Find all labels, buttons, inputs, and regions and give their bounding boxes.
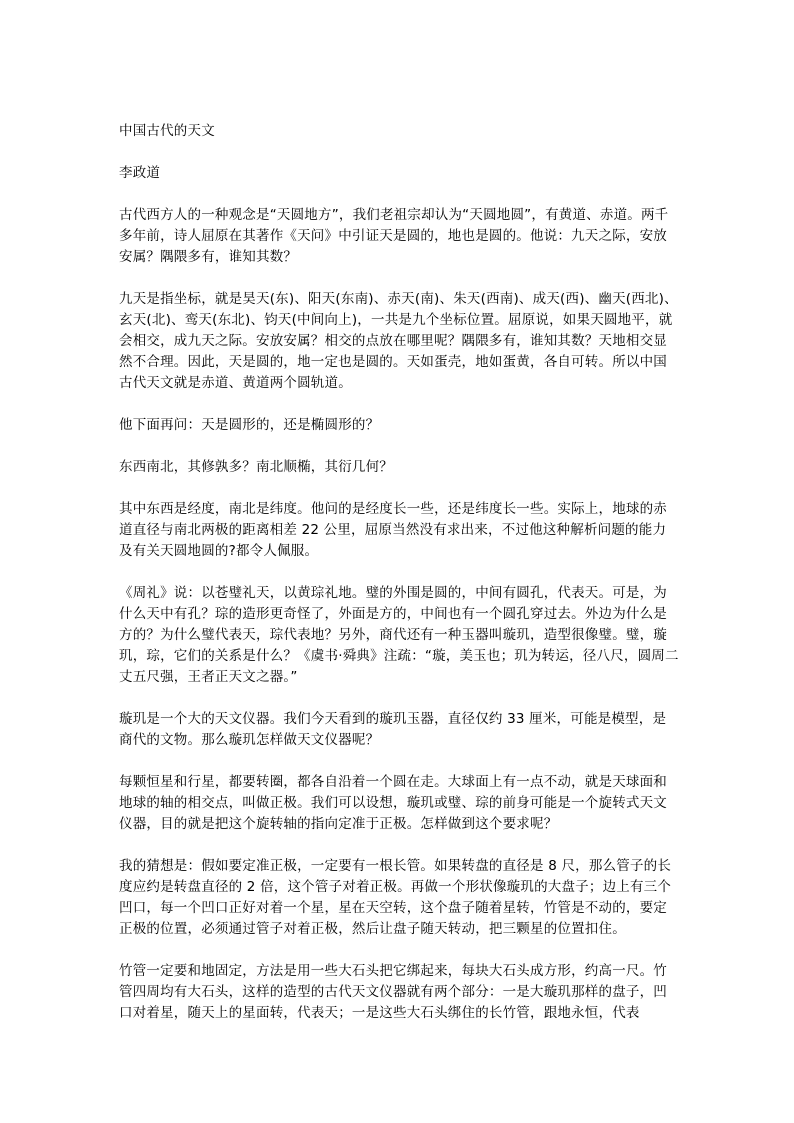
paragraph: 每颗恒星和行星，都要转圈，都各自沿着一个圆在走。大球面上有一点不动，就是天球面和地球的轴的相交点，叫做正极。我们可以设想，璇玑或璧、琮的前身可能是一个旋转式天文仪器，目的就是把这个旋转轴的指向定准于正极。怎样做到这个要求呢？ [119,774,667,832]
paragraph: 其中东西是经度，南北是纬度。他问的是经度长一些，还是纬度长一些。实际上，地球的赤道直径与南北两极的距离相差 22 公里，屈原当然没有求出来，不过他这种解析问题的能力及有关天圆地圆的?都令人佩服。 [119,501,667,559]
paragraph: 竹管一定要和地固定，方法是用一些大石头把它绑起来，每块大石头成方形，约高一尺。竹管四周均有大石头，这样的造型的古代天文仪器就有两个部分：一是大璇玑那样的盘子，凹口对着星，随天上的星面转，代表天；一是这些大石头绑住的长竹管，跟地永恒，代表 [119,963,667,1021]
paragraph: 东西南北，其修孰多？南北顺椭，其衍几何？ [119,459,393,475]
paragraph: 《周礼》说：以苍璧礼天，以黄琮礼地。璧的外围是圆的，中间有圆孔，代表天。可是，为什么天中有孔？琮的造形更奇怪了，外面是方的，中间也有一个圆孔穿过去。外边为什么是方的？为什么璧代表天，琮代表地？另外，商代还有一种玉器叫璇玑，造型很像璧。璧，璇玑，琮，它们的关系是什么？《虞书·舜典》注疏：“璇，美玉也；玑为转运，径八尺，圆周二丈五尺强，王者正天文之器。” [119,585,679,685]
paragraph: 他下面再问：天是圆形的，还是椭圆形的？ [119,417,380,433]
paragraph: 我的猜想是：假如要定准正极，一定要有一根长管。如果转盘的直径是 8 尺，那么管子的长度应约是转盘直径的 2 倍，这个管子对着正极。再做一个形状像璇玑的大盘子；边上有三个凹口，每一个凹口正好对着一个星，星在天空转，这个盘子随着星转，竹管是不动的，要定正极的位置，必须通过管子对着正极，然后让盘子随天转动，把三颗星的位置扣住。 [119,858,672,937]
paragraph: 璇玑是一个大的天文仪器。我们今天看到的璇玑玉器，直径仅约 33 厘米，可能是模型，是商代的文物。那么璇玑怎样做天文仪器呢？ [119,711,667,748]
document-author: 李政道 [119,165,161,181]
document-page [119,121,679,1045]
document-title: 中国古代的天文 [119,123,215,139]
paragraph: 古代西方人的一种观念是“天圆地方”，我们老祖宗却认为“天圆地圆”，有黄道、赤道。两千多年前，诗人屈原在其著作《天问》中引证天是圆的，地也是圆的。他说：九天之际，安放安属？隅隈多有，谁知其数？ [119,207,669,265]
paragraph: 九天是指坐标，就是昊天(东)、阳天(东南)、赤天(南)、朱天(西南)、成天(西)、幽天(西北)、玄天(北)、鸾天(东北)、钧天(中间向上)，一共是九个坐标位置。屈原说，如果天圆地平，就会相交，成九天之际。安放安属？相交的点放在哪里呢？隅隈多有，谁知其数？天地相交显然不合理。因此，天是圆的，地一定也是圆的。天如蛋壳，地如蛋黄，各自可转。所以中国古代天文就是赤道、黄道两个圆轨道。 [119,291,678,391]
